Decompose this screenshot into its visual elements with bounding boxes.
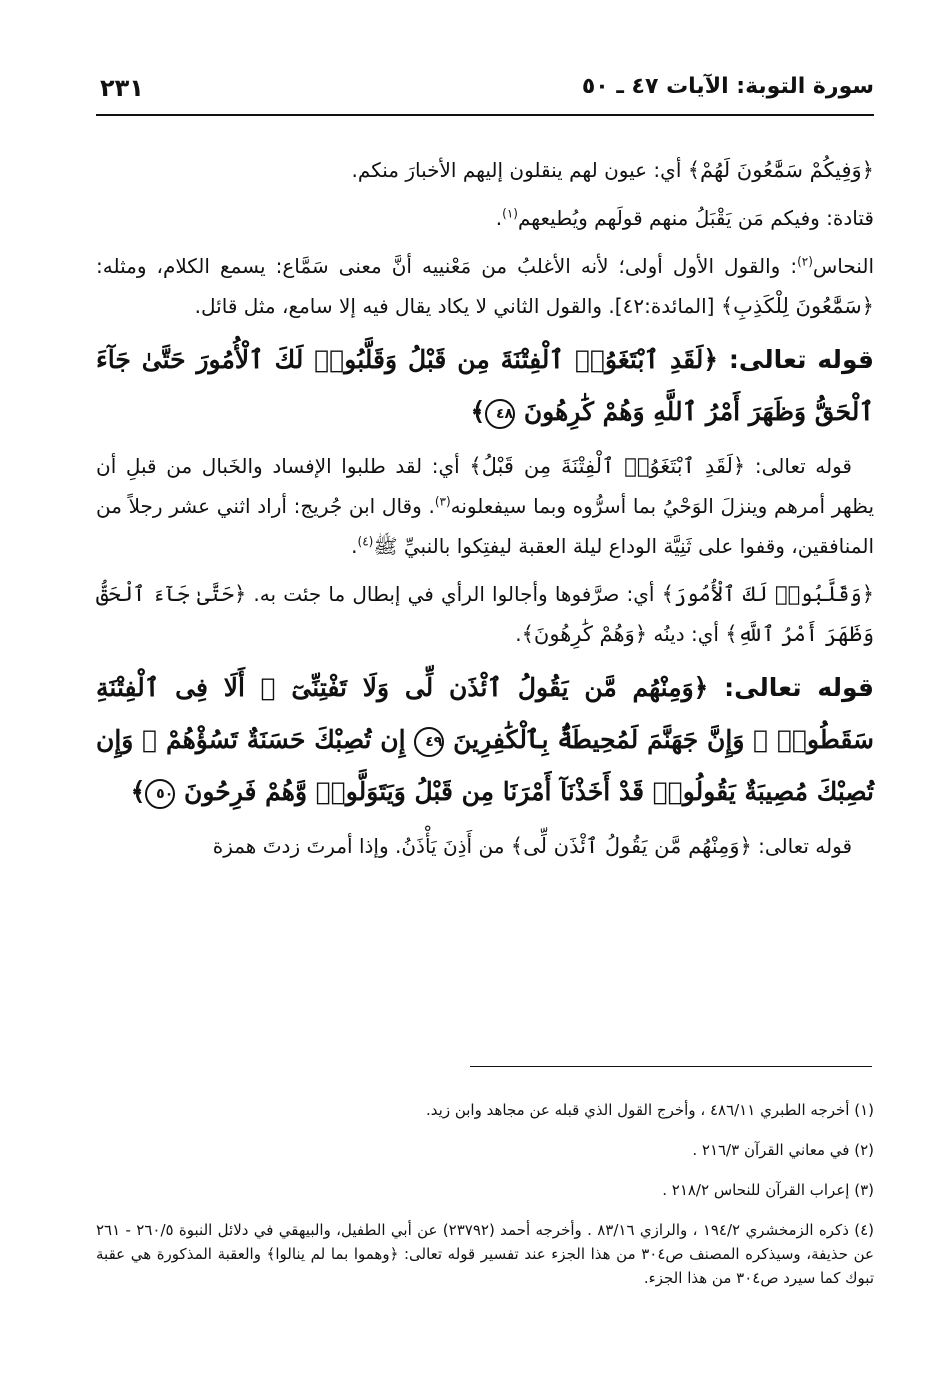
footnote-4: (٤) ذكره الزمخشري ١٩٤/٢ ، والرازي ٨٣/١٦ . وأخرجه أحمد (٢٣٧٩٢) عن أبي الطفيل، والبيهقي في دلائل النبوة ٢٦٠/٥ - ٢٦١ عن حذيفة، وسيذكره المصنف ص٣٠٤ من هذا الجزء عند تفسير قوله تعالى: ﴿وهموا بما لم ينالوا﴾ والعقبة المذكورة هي عقبة تبوك كما سيرد ص٣٠٤ من هذا الجزء. <box>96 1221 874 1287</box>
verse-number-marker: ٤٩ <box>414 727 444 757</box>
footnote-divider <box>470 1066 872 1067</box>
footnote-ref: (١) <box>502 206 518 221</box>
verse-number-marker: ٥٠ <box>145 779 175 809</box>
footnote-3: (٣) إعراب القرآن للنحاس ٢١٨/٢ . <box>662 1181 874 1199</box>
footnote-2: (٢) في معاني القرآن ٢١٦/٣ . <box>692 1141 874 1159</box>
quran-quote: ﴿حَتَّىٰ جَآءَ ٱلْحَقُّ وَظَهَرَ أَمْرُ ٱللَّهِ﴾ <box>96 582 874 646</box>
paragraph-6 <box>96 826 874 866</box>
footnote-ref: (٣) <box>434 494 451 509</box>
verse-text: ﴿لَقَدِ ٱبْتَغَوُا۟ ٱلْفِتْنَةَ مِن قَبْلُ وَقَلَّبُوا۟ لَكَ ٱلْأُمُورَ حَتَّىٰ جَآءَ ٱلْحَقُّ وَظَهَرَ أَمْرُ ٱللَّهِ وَهُمْ كَٰرِهُونَ <box>96 345 874 426</box>
footnote-ref: (٤) <box>357 534 374 549</box>
quran-quote: ﴿وَقَلَّبُوا۟ لَكَ ٱلْأُمُورَ﴾ <box>661 582 875 606</box>
running-header <box>96 74 874 116</box>
paragraph-text: أي: دينُه <box>647 622 726 646</box>
footnote-1: (١) أخرجه الطبري ٤٨٦/١١ ، وأخرج القول الذي قبله عن مجاهد وابن زيد. <box>426 1101 874 1119</box>
quran-quote: ﴿لَقَدِ ٱبْتَغَوُا۟ ٱلْفِتْنَةَ مِن قَبْلُ﴾ <box>469 454 746 478</box>
paragraph-text: أي: صرَّفوها وأجالوا الرأي في إبطال ما جئت به. <box>246 582 662 606</box>
paragraph-5 <box>96 574 874 654</box>
quran-quote: ﴿وَفِيكُمْ سَمَّٰعُونَ لَهُمْ﴾ <box>687 158 874 182</box>
footnote-ref: (٢) <box>797 254 813 269</box>
verse-49-50 <box>96 662 874 818</box>
verse-text: إِن تُصِبْكَ حَسَنَةٌ تَسُؤْهُمْ ۖ وَإِن تُصِبْكَ مُصِيبَةٌ يَقُولُوا۟ قَدْ أَخَذْنَآ أَمْرَنَا مِن قَبْلُ وَيَتَوَلَّوا۟ وَّهُمْ فَرِحُونَ <box>96 725 874 806</box>
paragraph-1 <box>96 150 874 190</box>
verse-number-marker: ٤٨ <box>485 399 515 429</box>
quran-quote: ﴿وَهُمْ كَٰرِهُونَ﴾ <box>521 622 648 646</box>
quran-quote: ﴿وَمِنْهُم مَّن يَقُولُ ٱئْذَن لِّى﴾ <box>510 834 752 858</box>
paragraph-text: قوله تعالى: <box>751 834 852 858</box>
paragraph-text: . <box>495 206 503 230</box>
paragraph-4 <box>96 446 874 566</box>
paragraph-3 <box>96 246 874 326</box>
page-number: ٢٣١ <box>100 74 144 102</box>
paragraph-text: : والقول الأول أولى؛ لأنه الأغلبُ من مَعْنييه أنَّ معنى سَمَّاع: يسمع الكلام، ومثله: <box>96 254 798 278</box>
footnotes <box>96 1098 874 1290</box>
main-text <box>96 150 874 874</box>
quran-quote: ﴿سَمَّٰعُونَ لِلْكَذِبِ﴾ <box>720 294 874 318</box>
paragraph-text: من أَذِنَ يَأْذَنُ. وإذا أمرتَ زدتَ همزة <box>212 834 511 858</box>
verse-lead: قوله تعالى: <box>718 345 874 374</box>
paragraph-text: قتادة: وفيكم مَن يَقْبَلُ منهم قولَهم ويُطيعهم <box>517 206 874 230</box>
paragraph-text: قوله تعالى: <box>745 454 852 478</box>
paragraph-text: . وقال ابن جُريج: أراد اثني عشر رجلاً من المنافقين، وقفوا على ثَنِيَّة الوداع ليلة العقبة ليفتِكوا بالنبيِّ ﷺ <box>96 494 874 558</box>
paragraph-text: أي: عيون لهم ينقلون إليهم الأخبارَ منكم. <box>351 158 688 182</box>
verse-48 <box>96 334 874 438</box>
paragraph-text: [المائدة:٤٢]. والقول الثاني لا يكاد يقال فيه إلا سامع، مثل قائل. <box>194 294 721 318</box>
verse-close-bracket: ﴾ <box>470 397 486 426</box>
verse-close-bracket: ﴾ <box>130 777 146 806</box>
surah-title: سورة التوبة: الآيات ٤٧ ـ ٥٠ <box>581 74 874 99</box>
paragraph-text: النحاس <box>812 254 874 278</box>
verse-lead: قوله تعالى: <box>708 673 875 702</box>
paragraph-text: . <box>351 534 358 558</box>
paragraph-text: أي: لقد طلبوا الإفساد والخَبال من قبلِ أن يظهر أمرهم وينزلَ الوَحْيُ بما أسرُّوه وبما سيفعلونه <box>96 454 875 518</box>
paragraph-text: . <box>515 622 522 646</box>
paragraph-2 <box>96 198 874 238</box>
verse-text: ﴿وَمِنْهُم مَّن يَقُولُ ٱئْذَن لِّى وَلَا تَفْتِنِّىٓ ۚ أَلَا فِى ٱلْفِتْنَةِ سَقَطُوا۟ ۗ وَإِنَّ جَهَنَّمَ لَمُحِيطَةٌۢ بِٱلْكَٰفِرِينَ <box>96 673 874 754</box>
